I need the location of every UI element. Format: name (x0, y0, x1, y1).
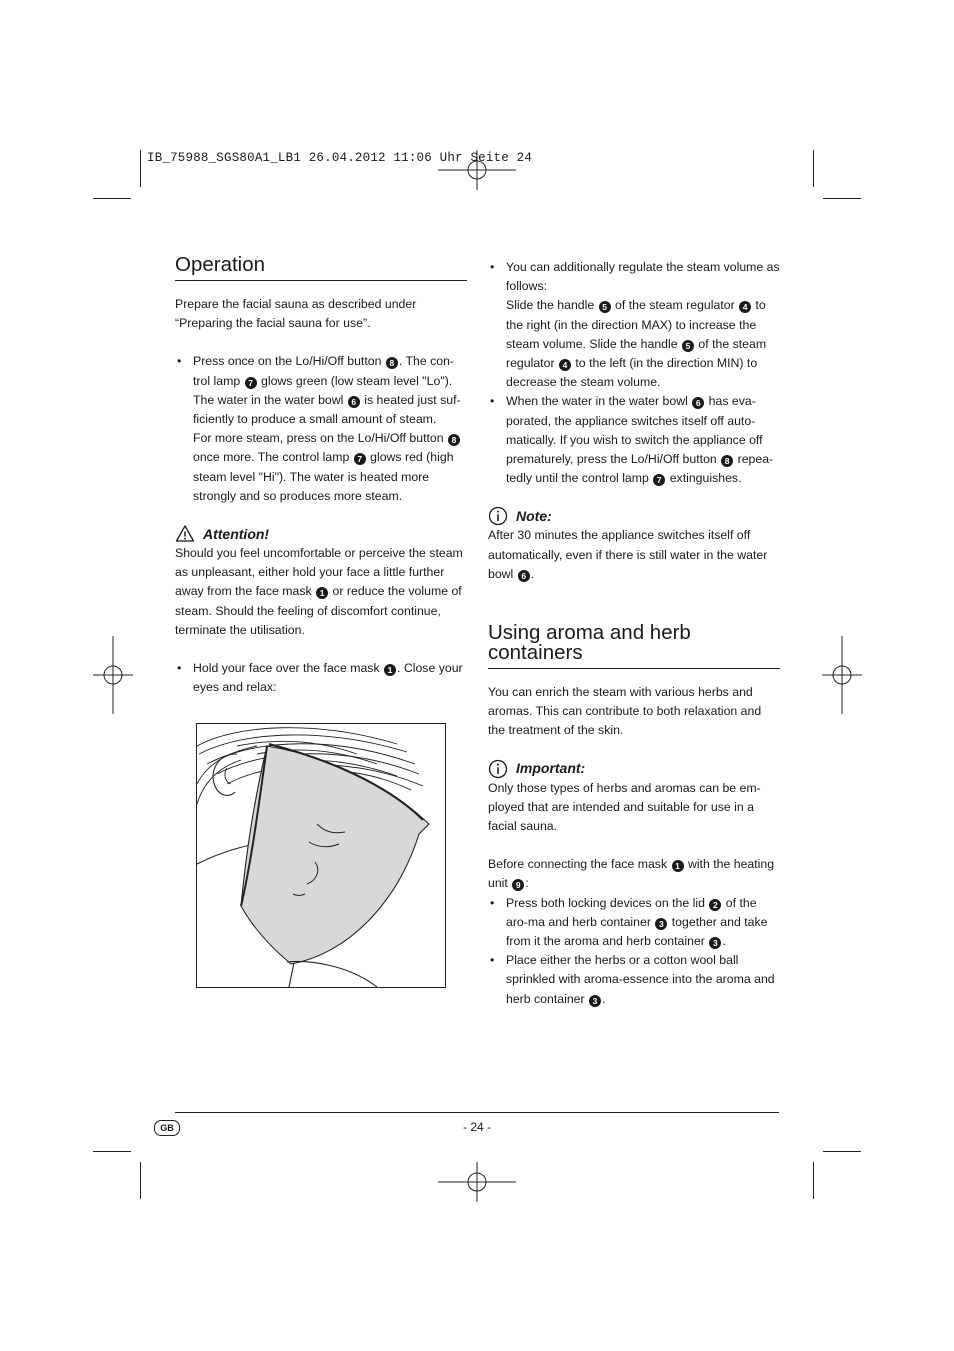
ref-number: 3 (655, 918, 667, 930)
ref-number: 4 (739, 301, 751, 313)
info-icon (488, 506, 508, 526)
ref-number: 9 (512, 879, 524, 891)
important-title: Important: (516, 760, 586, 777)
ref-number: 6 (348, 396, 360, 408)
important-text: Only those types of herbs and aromas can be em-ployed that are intended and suitable for use in a facial sauna. (488, 780, 761, 834)
section-title-operation: Operation (175, 255, 467, 281)
ref-number: 3 (589, 995, 601, 1007)
note-callout (488, 506, 780, 584)
ref-number: 2 (709, 899, 721, 911)
operation-list (175, 352, 467, 506)
note-title: Note: (516, 507, 552, 524)
registration-mark-left (93, 636, 133, 714)
steam-list (488, 258, 780, 488)
attention-text: Should you feel uncomfortable or perceive the steam as unpleasant, either hold your face a little further away from the face mask 1 or reduce the volume of steam. Should the feeling of discomfort continue, terminate the utilisation. (175, 546, 463, 637)
face-mask-illustration (196, 723, 446, 988)
ref-number: 7 (245, 377, 257, 389)
operation-list-2 (175, 659, 467, 697)
ref-number: 6 (692, 397, 704, 409)
list-item: • Hold your face over the face mask 1 . Close your eyes and relax: (175, 659, 467, 697)
list-item: • You can additionally regulate the steam volume as follows: Slide the handle 5 of the steam regulator 4 to the right (in the direction MAX) to increase the steam volume. Slide the handle 5 of the steam regulator 4 to the left (in the direction MIN) to decrease the steam volume. (488, 258, 780, 392)
aroma-section (488, 623, 780, 1009)
info-icon (488, 759, 508, 779)
attention-title: Attention! (203, 525, 270, 542)
ref-number: 1 (316, 587, 328, 599)
ref-number: 5 (682, 340, 694, 352)
aroma-intro: You can enrich the steam with various herbs and aromas. This can contribute to both relaxation and the treatment of the skin. (488, 685, 762, 738)
operation-intro: Prepare the facial sauna as described under “Preparing the facial sauna for use”. (175, 297, 417, 331)
registration-mark-right (822, 636, 862, 714)
ref-number: 8 (448, 434, 460, 446)
note-text: After 30 minutes the appliance switches itself off automatically, even if there is still water in the water bowl 6 . (488, 528, 768, 581)
ref-number: 1 (672, 860, 684, 872)
warning-icon (175, 524, 195, 544)
ref-number: 8 (386, 357, 398, 369)
attention-callout (175, 524, 467, 640)
before-connecting-text: Before connecting the face mask 1 with the heating unit 9 : (488, 857, 775, 891)
ref-number: 3 (709, 937, 721, 949)
ref-number: 7 (354, 453, 366, 465)
ref-number: 1 (384, 664, 396, 676)
important-callout (488, 759, 780, 837)
ref-number: 7 (653, 474, 665, 486)
list-item: • Place either the herbs or a cotton wool ball sprinkled with aroma-essence into the aroma and herb container 3 . (488, 951, 780, 1009)
operation-section (175, 255, 467, 697)
print-header: IB_75988_SGS80A1_LB1 26.04.2012 11:06 Uhr Seite 24 (147, 151, 533, 165)
registration-mark-bottom (438, 1162, 516, 1202)
ref-number: 8 (721, 455, 733, 467)
page-number: - 24 - (462, 1120, 491, 1134)
face-over-mask-drawing (197, 724, 445, 987)
language-badge: GB (154, 1120, 180, 1136)
aroma-list (488, 894, 780, 1009)
list-item: • Press once on the Lo/Hi/Off button 8 . The con-trol lamp 7 glows green (low steam level "Lo"). The water in the water bowl 6 is heated just suf-ficiently to produce a small amount of steam. For more steam, press on the Lo/Hi/Off button 8 once more. The control lamp 7 glows red (high steam level "Hi"). The water is heated more strongly and so produces more steam. (175, 352, 467, 506)
steam-regulation-section (488, 258, 780, 584)
ref-number: 4 (559, 359, 571, 371)
ref-number: 5 (599, 301, 611, 313)
ref-number: 6 (518, 570, 530, 582)
list-item: • Press both locking devices on the lid 2 of the aro-ma and herb container 3 together and take from it the aroma and herb container 3 . (488, 894, 780, 952)
footer-rule (175, 1112, 779, 1113)
list-item: • When the water in the water bowl 6 has eva-porated, the appliance switches itself off auto-matically. If you wish to switch the appliance off prematurely, press the Lo/Hi/Off button 8 repea-tedly until the control lamp 7 extinguishes. (488, 392, 780, 488)
section-title-aroma: Using aroma and herb containers (488, 623, 780, 669)
